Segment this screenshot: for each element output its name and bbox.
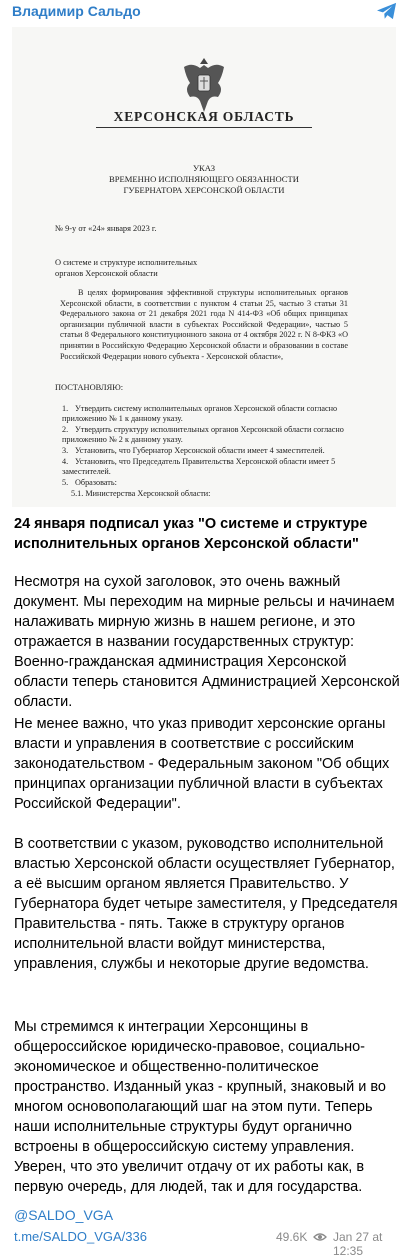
- document-title-line: ВРЕМЕННО ИСПОЛНЯЮЩЕГО ОБЯЗАННОСТИ: [109, 174, 299, 184]
- document-subject-line: органов Херсонской области: [55, 269, 158, 278]
- document-item: 1. Утвердить систему исполнительных органов Херсонской области согласно приложению № 1 к данному указу.: [62, 404, 338, 424]
- document-subject-line: О системе и структуре исполнительных: [55, 258, 198, 267]
- document-item: 2. Утвердить структуру исполнительных органов Херсонской области согласно приложению № 2 к данному указу.: [62, 425, 344, 445]
- document-subject: [55, 257, 255, 279]
- channel-name[interactable]: Владимир Сальдо: [12, 3, 141, 19]
- post-link[interactable]: t.me/SALDO_VGA/336: [14, 1229, 147, 1244]
- document-item: 5. Образовать:: [62, 478, 117, 487]
- document-decree: ПОСТАНОВЛЯЮ:: [55, 383, 124, 392]
- post-paragraph: Несмотря на сухой заголовок, это очень важный документ. Мы переходим на мирные рельсы и начинаем налаживать мирную жизнь в нашем регионе, и это отражается в названии государственных структур: Военно-гражданская администрация Херсонской области теперь становится Администрацией Херсонской области.: [14, 574, 400, 710]
- document-item: 4. Установить, что Председатель Правительства Херсонской области имеет 5 заместителей.: [62, 457, 336, 477]
- document-image[interactable]: [12, 27, 396, 507]
- document-preamble: В целях формирования эффективной структуры исполнительных органов Херсонской области, в соответствии с пунктом 4 статьи 25, частью 3 статьи 31 Федерального закона от 21 декабря 2021 года N 414-ФЗ «Об общих принципах организации публичной власти в субъектах Российской Федерации», частью 5 статьи 8 Федерального конституционного закона от 4 октября 2022 г. N 8-ФКЗ «О принятии в Российскую Федерацию Херсонской области и образовании в составе Российской Федерации нового субъекта - Херсонской области»,: [60, 288, 348, 361]
- document-number: № 9-у от «24» января 2023 г.: [55, 224, 157, 233]
- post-paragraph: Не менее важно, что указ приводит херсонские органы власти и управления в соответствие с российским законодательством - Федеральным законом "Об общих принципах организации публичной власти в субъектах Российской Федерации".: [14, 716, 390, 812]
- document-item: 3. Установить, что Губернатор Херсонской области имеет 4 заместителей.: [62, 446, 325, 455]
- channel-mention-link[interactable]: @SALDO_VGA: [14, 1207, 114, 1223]
- document-title-line: ГУБЕРНАТОРА ХЕРСОНСКОЙ ОБЛАСТИ: [123, 185, 285, 195]
- document-title-line: УКАЗ: [192, 163, 216, 173]
- share-icon[interactable]: [376, 1, 398, 21]
- post-paragraph: В соответствии с указом, руководство исполнительной властью Херсонской области осуществляет Губернатор, а её высшим органом является Правительство. У Губернатора будет четыре заместителя, у Председателя Правительства - пять. Также в структуру органов исполнительной власти войдут министерства, управления, службы и некоторые другие ведомства.: [14, 836, 398, 972]
- document-title: [52, 163, 356, 196]
- post-date: Jan 27 at 12:35: [333, 1230, 383, 1258]
- document-region: ХЕРСОНСКАЯ ОБЛАСТЬ: [113, 109, 295, 124]
- document-sub-item: 5.1. Министерства Херсонской области:: [71, 489, 211, 498]
- view-count: 49.6K: [276, 1230, 308, 1244]
- post-title: 24 января подписал указ "О системе и структуре исполнительных органов Херсонской области": [14, 516, 368, 552]
- post-header: [0, 0, 408, 22]
- eye-icon: [313, 1232, 327, 1242]
- document-divider: [96, 127, 312, 128]
- coat-of-arms-icon: [178, 55, 230, 115]
- post-paragraph: Мы стремимся к интеграции Херсонщины в общероссийское юридическо-правовое, социально-экономическое и общественно-политическое пространство. Изданный указ - крупный, знаковый и во многом основополагающий шаг на этом пути. Теперь наши исполнительные структуры будут органично встроены в общероссийскую систему управления. Уверен, что это увеличит отдачу от их работы как, в первую очередь, для людей, так и для государства.: [14, 1019, 386, 1195]
- post-footer: [0, 1229, 408, 1258]
